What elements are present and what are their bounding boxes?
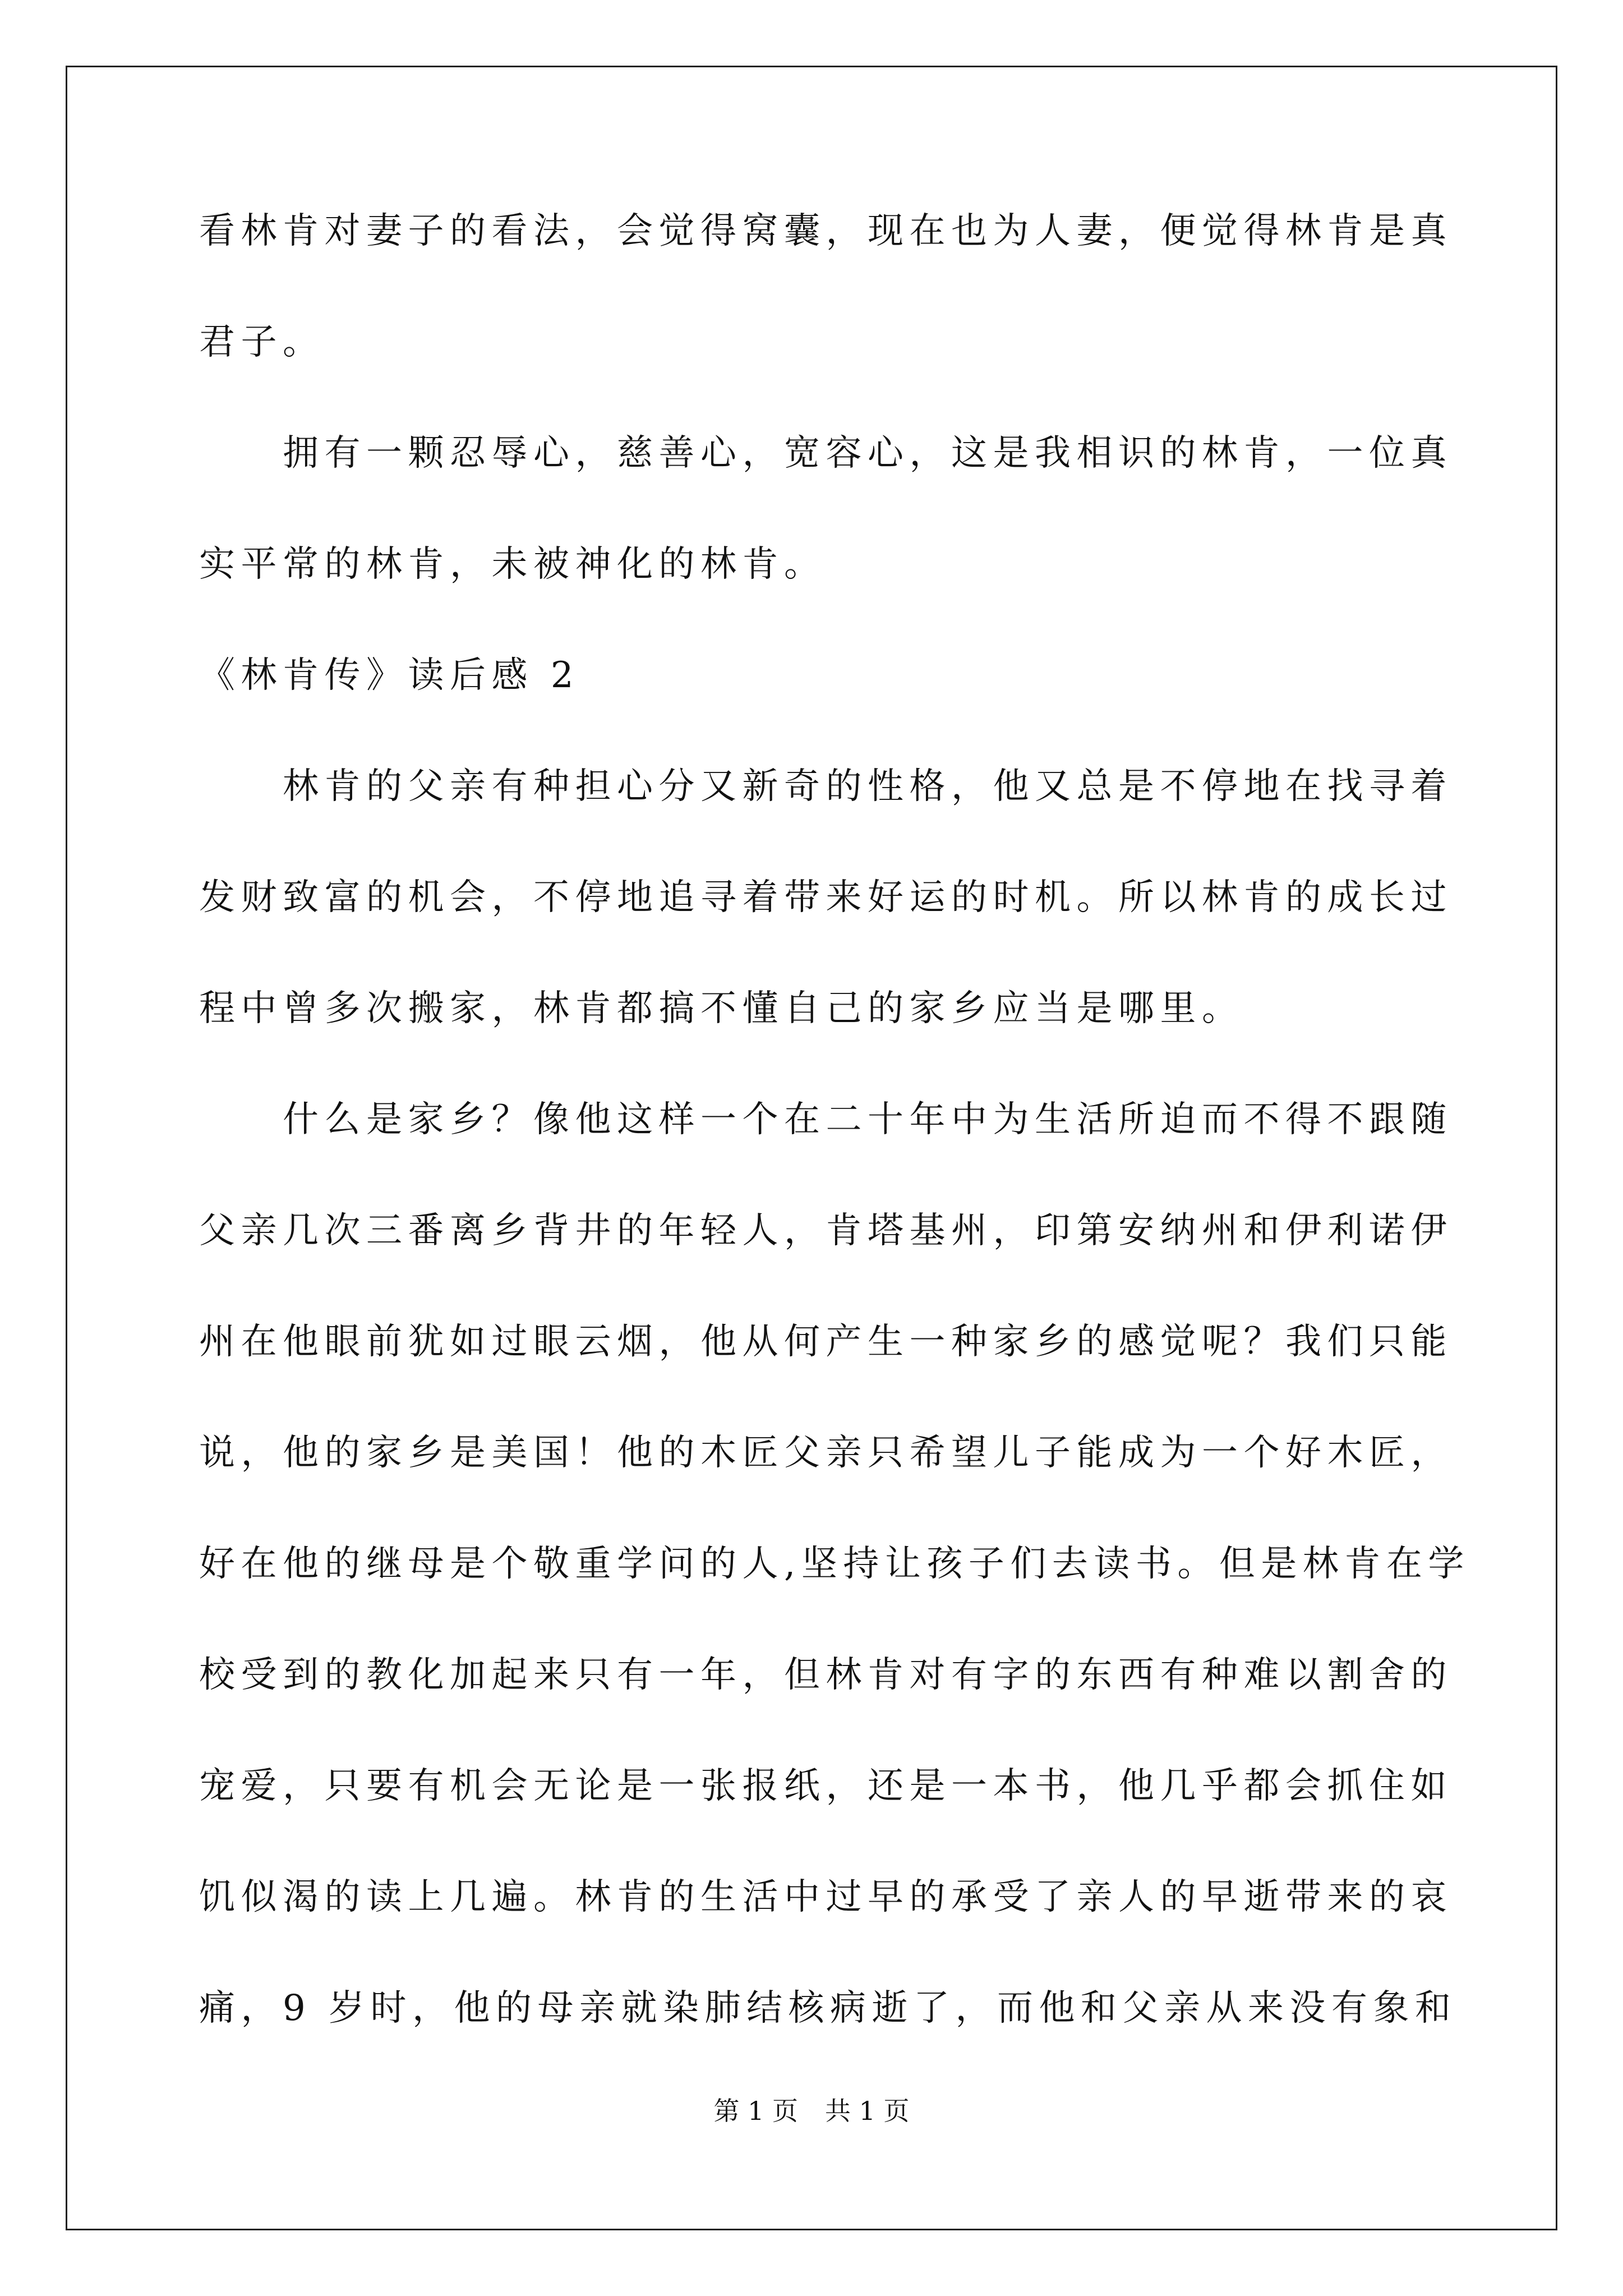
text-line: 什么是家乡？像他这样一个在二十年中为生活所迫而不得不跟随: [199, 1099, 1453, 1140]
text-line: 君子。: [199, 321, 325, 363]
page-number: 第 1 页: [713, 2096, 798, 2126]
text-line: 好在他的继母是个敬重学问的人,坚持让孩子们去读书。但是林肯在学: [199, 1543, 1470, 1585]
text-line: 校受到的教化加起来只有一年，但林肯对有字的东西有种难以割舍的: [199, 1654, 1453, 1696]
text-line: 《林肯传》读后感 2: [199, 655, 580, 696]
text-line: 拥有一颗忍辱心，慈善心，宽容心，这是我相识的林肯，一位真: [199, 432, 1453, 474]
text-line: 实平常的林肯，未被神化的林肯。: [199, 544, 826, 585]
page-total: 共 1 页: [825, 2096, 910, 2126]
text-line: 父亲几次三番离乡背井的年轻人，肯塔基州，印第安纳州和伊利诺伊: [199, 1210, 1453, 1251]
text-line: 州在他眼前犹如过眼云烟，他从何产生一种家乡的感觉呢？我们只能: [199, 1321, 1453, 1363]
text-line: 发财致富的机会，不停地追寻着带来好运的时机。所以林肯的成长过: [199, 877, 1453, 918]
text-line: 看林肯对妻子的看法，会觉得窝囊，现在也为人妻，便觉得林肯是真: [199, 210, 1453, 252]
text-line: 宠爱，只要有机会无论是一张报纸，还是一本书，他几乎都会抓住如: [199, 1765, 1453, 1807]
text-line: 痛，9 岁时，他的母亲就染肺结核病逝了，而他和父亲从来没有象和: [199, 1987, 1457, 2029]
text-line: 程中曾多次搬家，林肯都搞不懂自己的家乡应当是哪里。: [199, 988, 1244, 1029]
text-line: 饥似渴的读上几遍。林肯的生活中过早的承受了亲人的早逝带来的哀: [199, 1876, 1453, 1918]
page-footer: [0, 2098, 1623, 2124]
text-line: 林肯的父亲有种担心分又新奇的性格，他又总是不停地在找寻着: [199, 766, 1453, 807]
text-line: 说，他的家乡是美国！他的木匠父亲只希望儿子能成为一个好木匠，: [199, 1432, 1453, 1474]
